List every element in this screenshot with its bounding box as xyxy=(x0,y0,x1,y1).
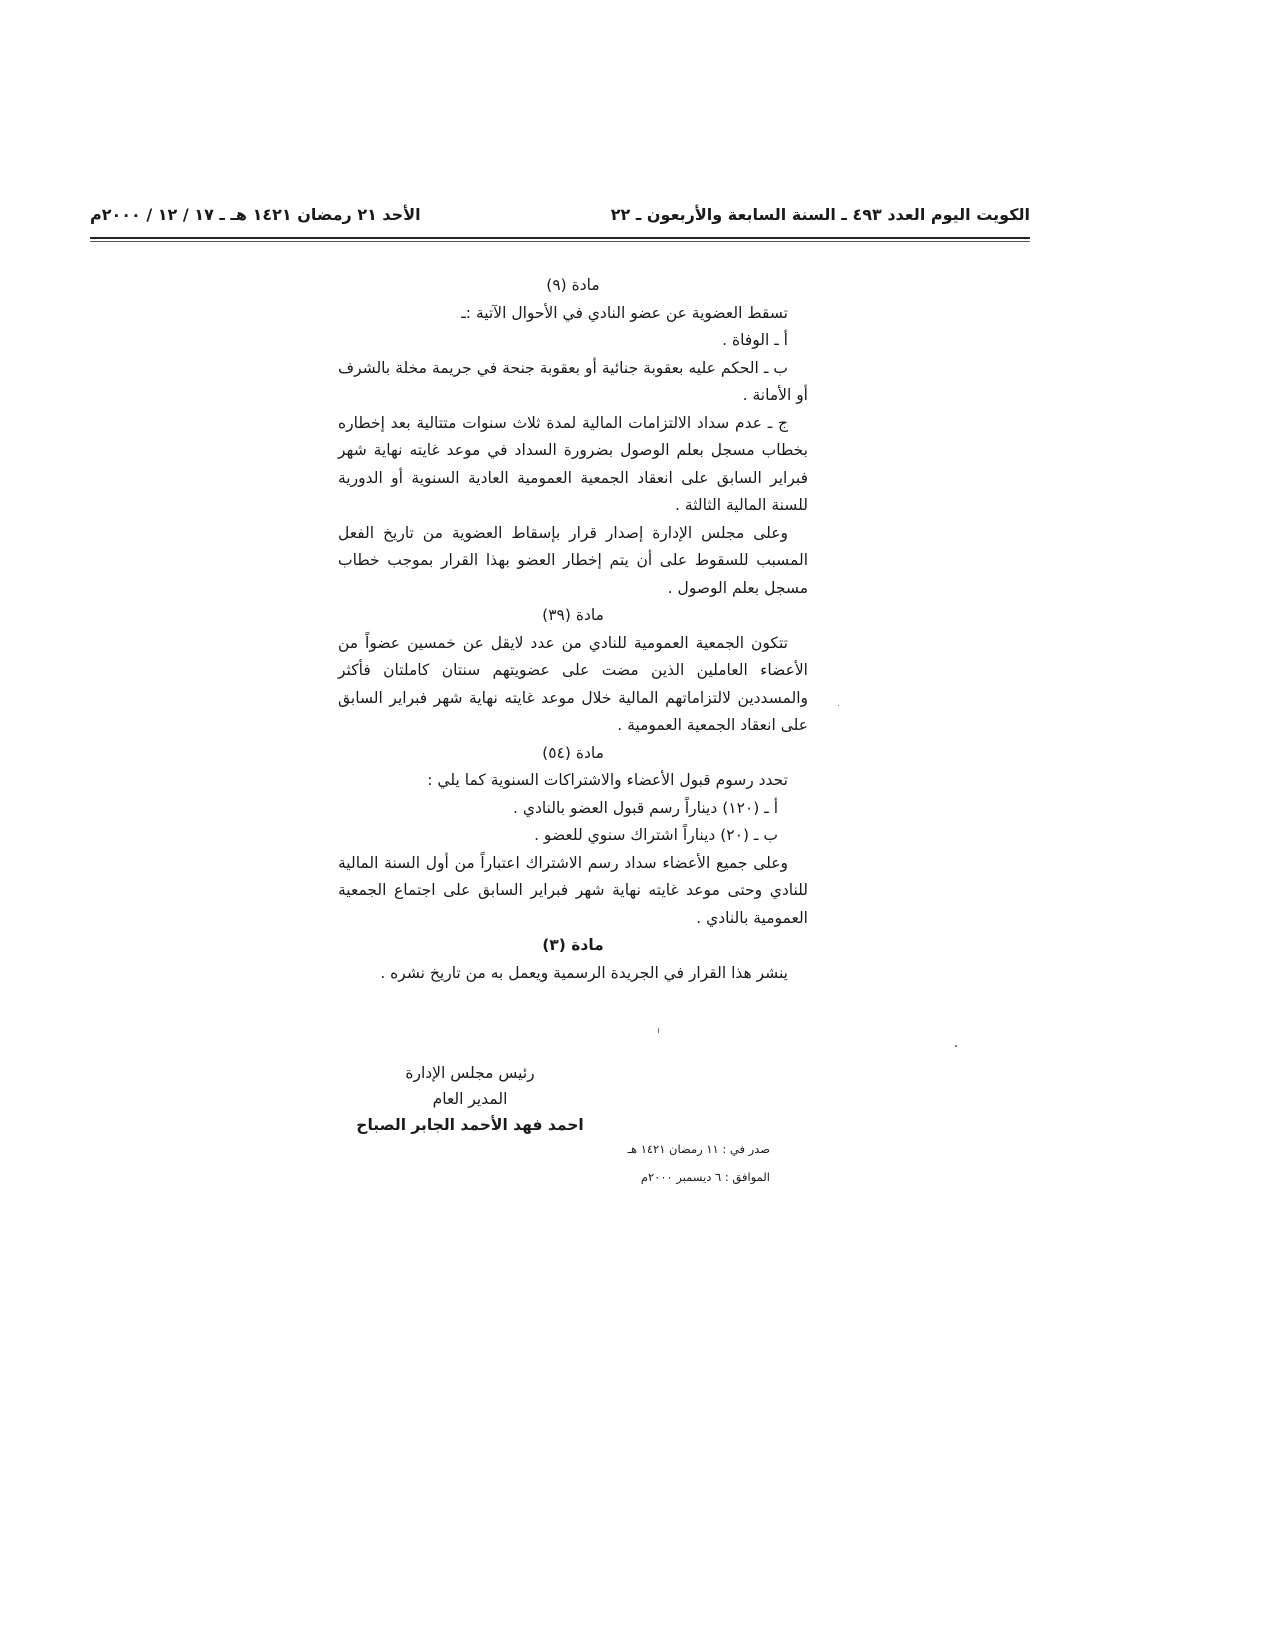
article-39-body: تتكون الجمعية العمومية للنادي من عدد لايقل عن خمسين عضواً من الأعضاء العاملين الذين مضت على عضويتهم سنتان كاملتان فأكثر والمسددين لالتزاماتهم المالية خلال موعد غايته نهاية شهر فبراير السابق على انعقاد الجمعية العمومية . xyxy=(338,633,808,734)
signatory-position-chairman: رئيس مجلس الإدارة xyxy=(405,1064,535,1082)
scan-speck xyxy=(838,705,839,706)
issue-date-gregorian: الموافق : ٦ ديسمبر ٢٠٠٠م xyxy=(640,1170,770,1184)
article-54-item-b: ب ـ (٢٠) ديناراً اشتراك سنوي للعضو . xyxy=(534,826,778,844)
article-54-item-a: أ ـ (١٢٠) ديناراً رسم قبول العضو بالنادي . xyxy=(513,798,778,817)
article-9-title: مادة (٩) xyxy=(546,276,600,294)
document-body xyxy=(338,272,808,987)
article-39-title: مادة (٣٩) xyxy=(542,606,604,624)
header-divider-thin xyxy=(90,241,1030,242)
gazette-issue-info: الكويت اليوم العدد ٤٩٣ ـ السنة السابعة والأربعون ـ ٢٢ xyxy=(610,205,1030,224)
article-9-item-c: ج ـ عدم سداد الالتزامات المالية لمدة ثلاث سنوات متتالية بعد إخطاره بخطاب مسجل بعلم الوصول بضرورة السداد في موعد غايته نهاية شهر فبراير السابق على انعقاد الجمعية العمومية العادية السنوية أو الدورية للسنة المالية الثالثة . xyxy=(338,413,808,514)
signature-block xyxy=(350,1060,590,1138)
article-54-closing: وعلى جميع الأعضاء سداد رسم الاشتراك اعتباراً من أول السنة المالية للنادي وحتى موعد غايته نهاية شهر فبراير السابق على اجتماع الجمعية العمومية بالنادي . xyxy=(338,853,808,927)
issue-date-block xyxy=(600,1135,770,1191)
article-3-title: مادة (٣) xyxy=(542,936,604,954)
article-9-intro: تسقط العضوية عن عضو النادي في الأحوال الآتية :ـ xyxy=(461,303,788,322)
article-54-intro: تحدد رسوم قبول الأعضاء والاشتراكات السنوية كما يلي : xyxy=(427,771,788,789)
header-divider xyxy=(90,237,1030,239)
page-header xyxy=(90,205,1030,231)
scan-speck xyxy=(955,1045,957,1047)
article-9-item-a: أ ـ الوفاة . xyxy=(722,331,788,349)
issue-date-hijri: صدر في : ١١ رمضان ١٤٢١ هـ xyxy=(627,1142,770,1156)
article-9-item-b: ب ـ الحكم عليه بعقوبة جنائية أو بعقوبة جنحة في جريمة مخلة بالشرف أو الأمانة . xyxy=(338,358,808,404)
signatory-name: احمد فهد الأحمد الجابر الصباح xyxy=(356,1116,584,1134)
article-54-title: مادة (٥٤) xyxy=(542,743,604,762)
gazette-date: الأحد ٢١ رمضان ١٤٢١ هـ ـ ١٧ / ١٢ / ٢٠٠٠م xyxy=(90,205,421,224)
article-9-closing: وعلى مجلس الإدارة إصدار قرار بإسقاط العضوية من تاريخ الفعل المسبب للسقوط على أن يتم إخطار العضو بهذا القرار بموجب خطاب مسجل بعلم الوصول . xyxy=(338,523,808,597)
signatory-position-director: المدير العام xyxy=(432,1090,508,1108)
scan-speck xyxy=(658,1028,659,1033)
article-3-body: ينشر هذا القرار في الجريدة الرسمية ويعمل به من تاريخ نشره . xyxy=(380,963,788,982)
